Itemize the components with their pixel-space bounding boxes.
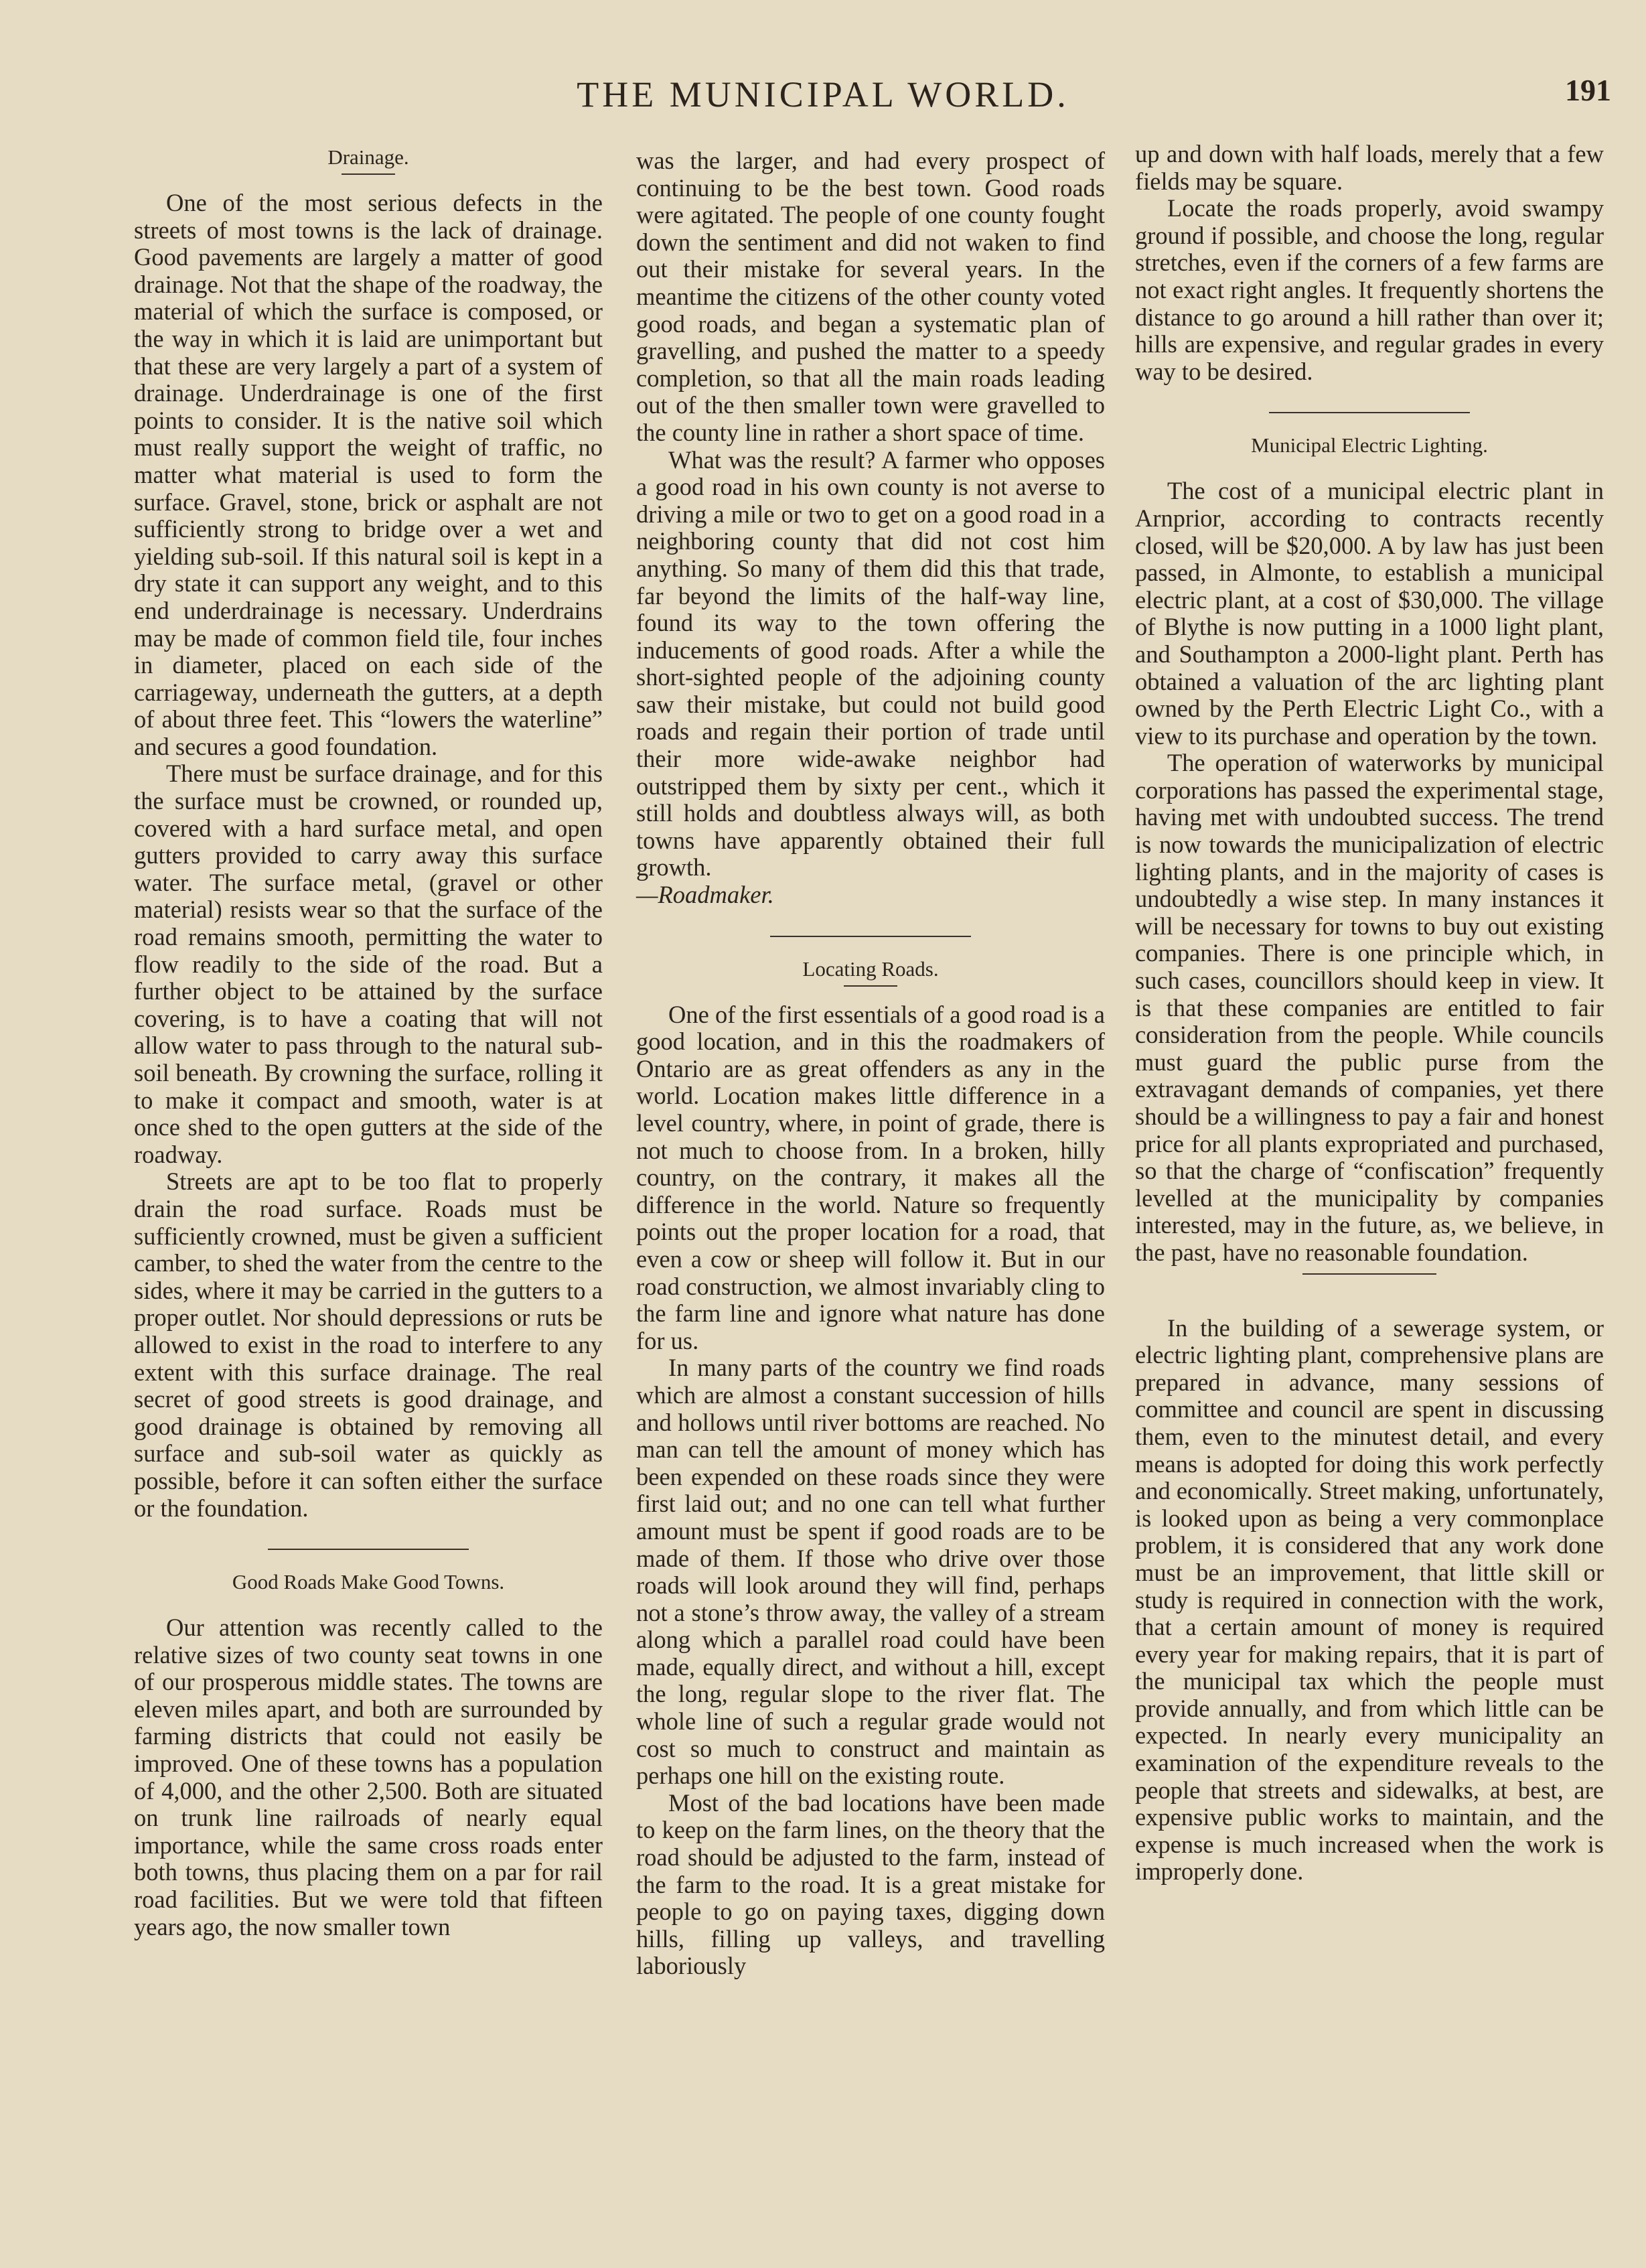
paragraph: up and down with half loads, merely that a few fields may be square. xyxy=(1135,140,1604,195)
paragraph: One of the first essentials of a good road is a good location, and in this the roadmakers of Ontario are as great offenders as any in the world. Location makes little difference in a level country, where, in point of grade, there is not much to choose from. In a broken, hilly country, on the contrary, it makes all the difference in the world. Nature so frequently points out the proper location for a road, that even a cow or sheep will follow it. But in our road construction, we almost invariably cling to the farm line and ignore what nature has done for us. xyxy=(636,1000,1105,1354)
page-number: 191 xyxy=(1565,73,1611,107)
section-heading-good-roads: Good Roads Make Good Towns. xyxy=(232,1570,505,1594)
paragraph: Most of the bad locations have been made to keep on the farm lines, on the theory that the road should be adjusted to the farm, instead of the farm to the road. It is a great mistake for people to go on paying taxes, digging down hills, filling up valleys, and travelling laboriously xyxy=(636,1788,1105,1980)
paragraph: Our attention was recently called to the relative sizes of two county seat towns in one of our prosperous middle states. The towns are eleven miles apart, and both are surrounded by farming districts that could not easily be improved. One of these towns has a population of 4,000, and the other 2,500. Both are situated on trunk line railroads of nearly equal importance, while the same cross roads enter both towns, thus placing them on a par for rail road facilities. But we were told that fifteen years ago, the now smaller town xyxy=(134,1614,603,1940)
paragraph: In many parts of the country we find roads which are almost a constant succession of hills and hollows until river bottoms are reached. No man can tell the amount of money which has been expended on these roads since they were first laid out; and no one can tell what further amount must be spent if good roads are to be made of them. If those who drive over those roads will look around they will find, perhaps not a stone’s throw away, the valley of a stream along which a parallel road could have been made, equally direct, and without a hill, except the long, regular slope to the river flat. The whole line of such a regular grade would not cost so much to construct and maintain as perhaps one hill on the existing route. xyxy=(636,1354,1105,1790)
paragraph: The operation of waterworks by municipal corporations has passed the experimental stage, having met with undoubted success. The trend is now towards the municipalization of electric lighting plants, and in the majority of cases is undoubtedly a wise step. In many instances it will be necessary for towns to buy out existing companies. There is one principle which, in such cases, councillors should keep in view. It is that these companies are entitled to fair consideration from the people. While councils must guard the public purse from the extravagant demands of companies, yet there should be a willingness to pay a fair and honest price for all plants expropriated and purchased, so that the charge of “confiscation” frequently levelled at the municipality by companies interested, may in the future, as, we believe, in the past, have no reasonable foundation. xyxy=(1135,749,1604,1266)
paragraph: In the building of a sewerage system, or electric lighting plant, comprehensive plans are prepared in advance, many sessions of committee and council are spent in discussing them, even to the minutest detail, and every means is adopted for doing this work perfectly and economically. Street making, unfortunately, is looked upon as being a very commonplace problem, it is considered that any work done must be an improvement, that little skill or study is required in connection with the work, that a certain amount of money is required every year for making repairs, that it is part of the municipal tax which the people must provide annually, and from which little can be expected. In nearly every municipality an examination of the expenditure reveals to the people that streets and sidewalks, at best, are expensive public works to maintain, and the expense is much increased when the work is improperly done. xyxy=(1135,1314,1604,1886)
section-heading-locating-roads: Locating Roads. xyxy=(802,956,939,981)
section-heading-electric-lighting: Municipal Electric Lighting. xyxy=(1251,433,1488,457)
spacer xyxy=(1135,459,1604,478)
heading-rule xyxy=(342,173,395,175)
section-divider xyxy=(1269,412,1470,413)
source-credit: —Roadmaker. xyxy=(636,881,774,909)
section-divider xyxy=(268,1549,469,1550)
section-divider xyxy=(770,936,971,937)
column-1 xyxy=(134,144,603,1940)
paragraph: Locate the roads properly, avoid swampy ground if possible, and choose the long, regular stretches, even if the corners of a few farms are not exact right angles. It frequently shortens the distance to go around a hill rather than over it; hills are expensive, and regular grades in every way to be desired. xyxy=(1135,194,1604,385)
page-title: THE MUNICIPAL WORLD. xyxy=(577,74,1069,115)
column-2 xyxy=(636,147,1105,1980)
paragraph: was the larger, and had every prospect of continuing to be the best town. Good roads were agitated. The people of one county fought down the sentiment and did not waken to find out their mistake for several years. In the meantime the citizens of the other county voted good roads, and began a systematic plan of gravelling, and pushed the matter to a speedy completion, so that all the main roads leading out of the then smaller town were gravelled to the county line in rather a short space of time. xyxy=(636,147,1105,446)
section-divider xyxy=(1302,1273,1436,1275)
paragraph: The cost of a municipal electric plant in Arnprior, according to contracts recently closed, will be $20,000. A by law has just been passed, in Almonte, to establish a municipal electric plant, at a cost of $30,000. The village of Blythe is now putting in a 1000 light plant, and Southampton a 2000-light plant. Perth has obtained a valuation of the arc lighting plant owned by the Perth Electric Light Co., with a view to its purchase and operation by the town. xyxy=(1135,477,1604,750)
paragraph: What was the result? A farmer who opposes a good road in his own county is not averse to driving a mile or two to get on a good road in a neighboring county that did not cost him anything. So many of them did this that trade, far beyond the limits of the half-way line, found its way to the town offering the inducements of good roads. After a while the short-sighted people of the adjoining county saw their mistake, but could not build good roads and regain their portion of trade until their more wide-awake neighbor had outstripped them by sixty per cent., which it still holds and doubtless always will, as both towns have apparently obtained their full growth. xyxy=(636,445,1105,881)
section-heading-drainage: Drainage. xyxy=(327,145,409,169)
paragraph: Streets are apt to be too flat to properly drain the road surface. Roads must be sufficiently crowned, must be given a sufficient camber, to shed the water from the centre to the sides, where it may be carried in the gutters to a proper outlet. Nor should depressions or ruts be allowed to exist in the road to interfere to any extent with this surface drainage. The real secret of good streets is good drainage, and good drainage is obtained by removing all surface and sub-soil water as quickly as possible, before it can soften either the surface or the foundation. xyxy=(134,1167,603,1522)
heading-rule xyxy=(844,985,897,987)
column-3 xyxy=(1135,141,1604,1886)
paragraph: One of the most serious defects in the streets of most towns is the lack of drainage. Good pavements are largely a matter of good drainage. Not that the shape of the roadway, the material of which the surface is composed, or the way in which it is laid are unimportant but that these are very largely a part of a system of drainage. Underdrainage is one of the first points to consider. It is the native soil which must really support the weight of traffic, no matter what material is used to form the surface. Gravel, stone, brick or asphalt are not sufficiently strong to bridge over a wet and yielding sub-soil. If this natural soil is kept in a dry state it can support any weight, and to this end underdrainage is necessary. Underdrains may be made of common field tile, four inches in diameter, placed on each side of the carriageway, underneath the gutters, at a depth of about three feet. This “lowers the waterline” and secures a good foundation. xyxy=(134,189,603,760)
spacer xyxy=(134,1596,603,1614)
paragraph: There must be surface drainage, and for this the surface must be crowned, or rounded up, covered with a hard surface metal, and open gutters provided to carry away this surface water. The surface metal, (gravel or other material) resists wear so that the surface of the road remains smooth, permitting the water to flow readily to the side of the road. But a further object to be attained by the surface covering, is to have a coating that will not allow water to pass through to the natural sub-soil beneath. By crowning the surface, rolling it to make it compact and smooth, water is at once shed to the open gutters at the side of the roadway. xyxy=(134,760,603,1168)
